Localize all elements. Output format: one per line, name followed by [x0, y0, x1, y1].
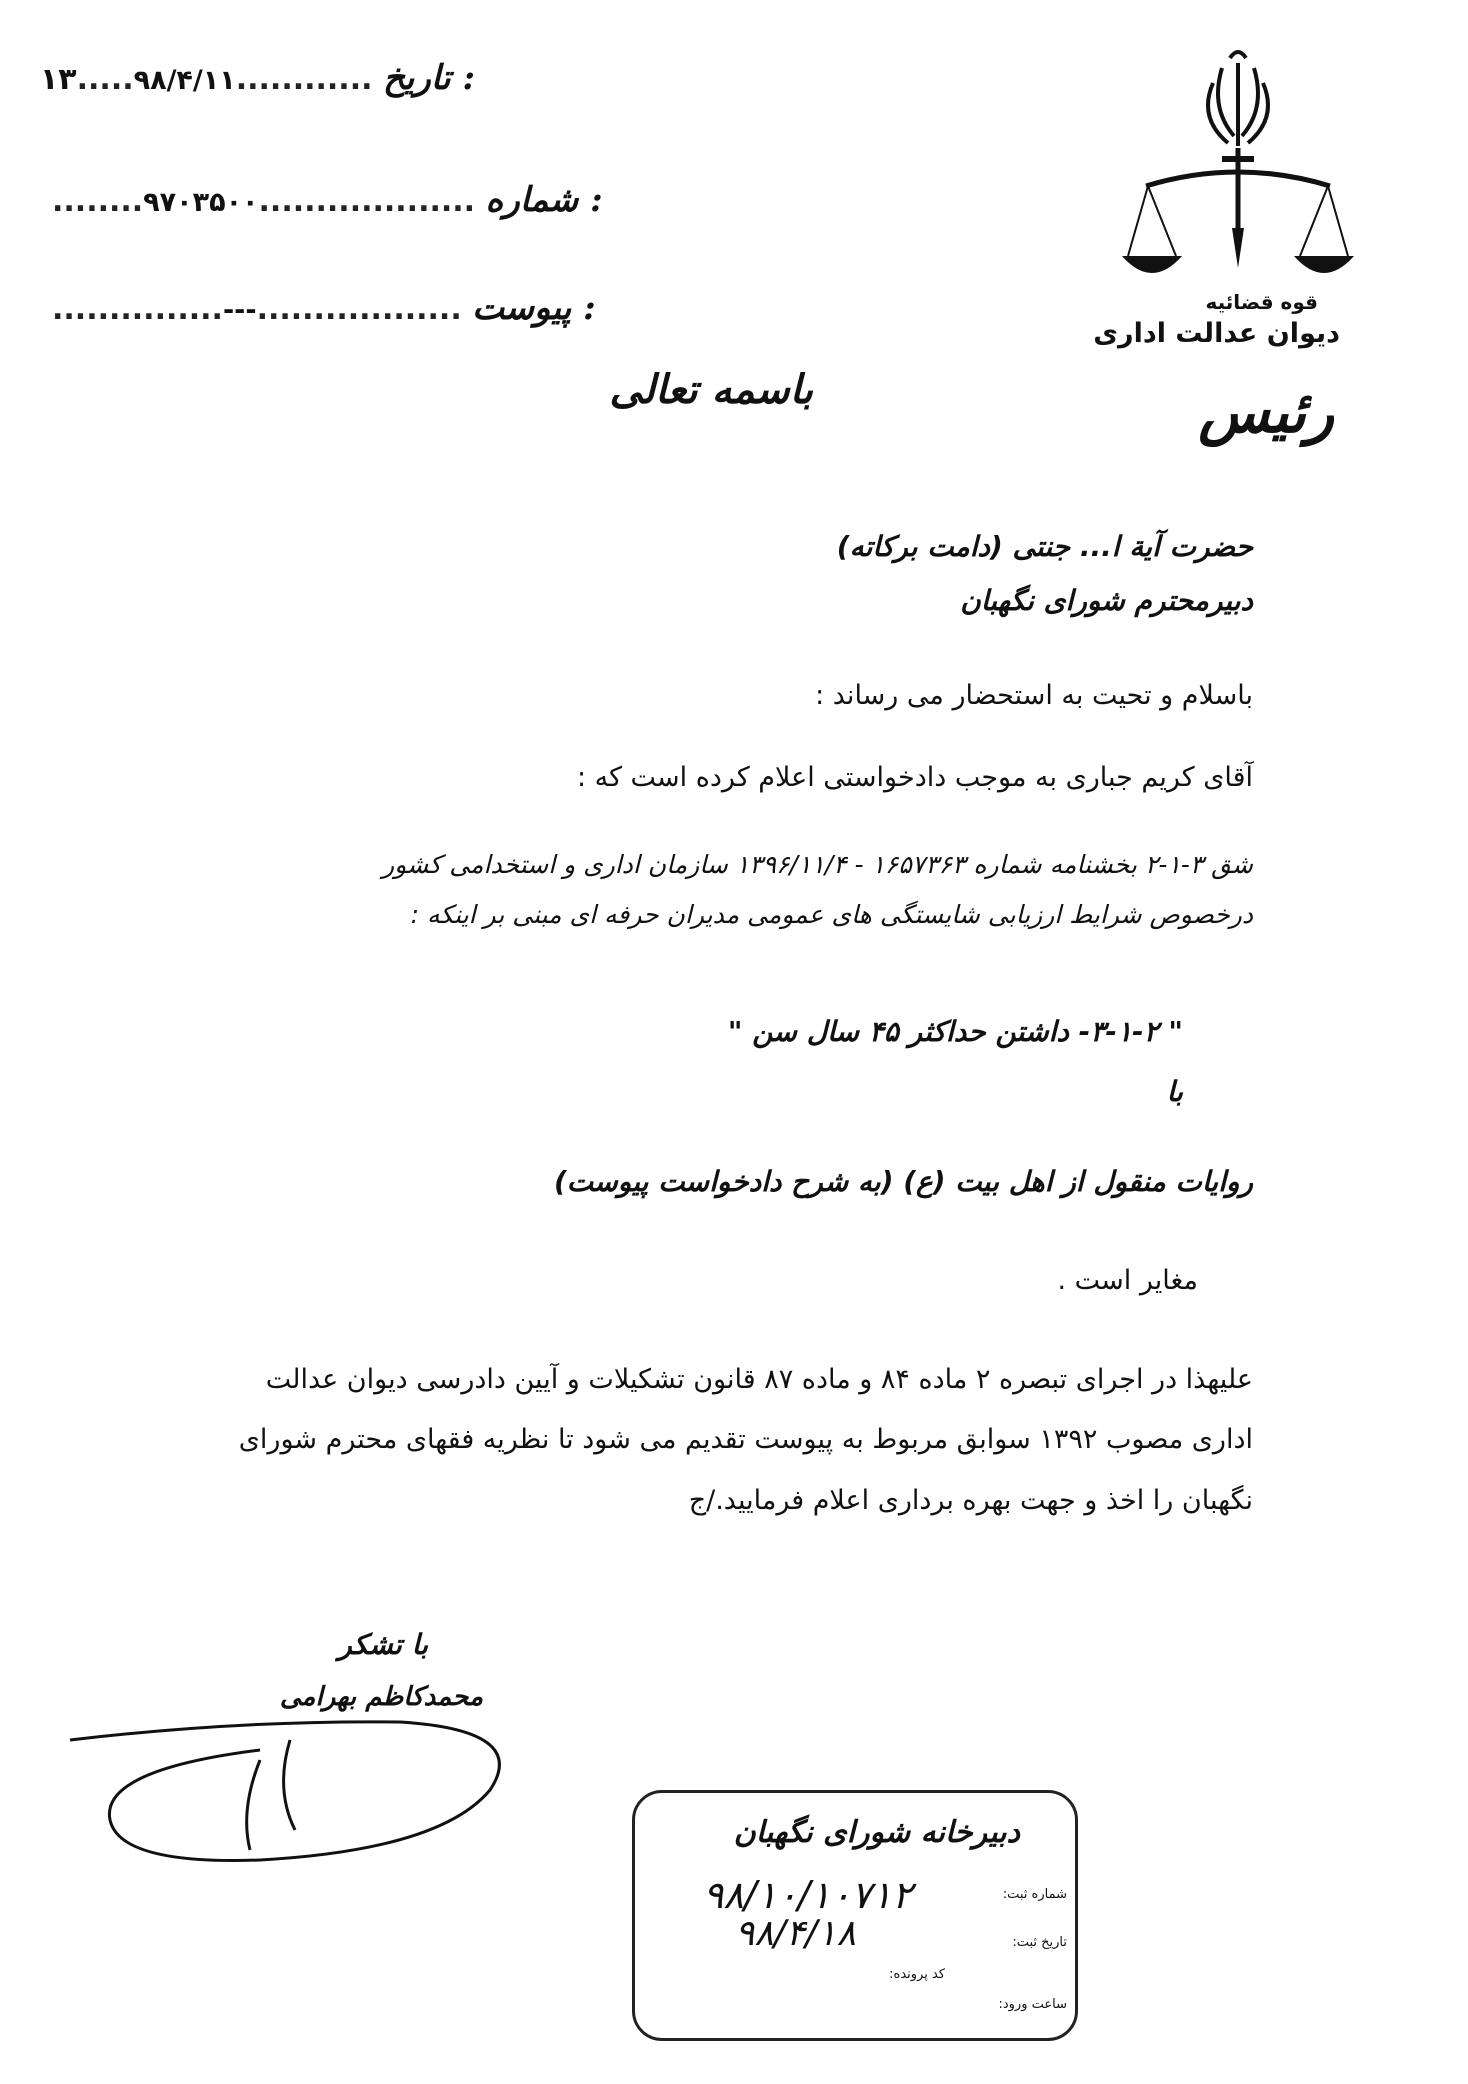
signature-scribble: [60, 1700, 530, 1880]
date-line: ۱۳.....۹۸/۴/۱۱............ تاریخ :: [40, 58, 475, 98]
head-title: رئیس: [1198, 378, 1334, 446]
stamp-title: دبیرخانه شورای نگهبان: [733, 1815, 1020, 1850]
contrary: مغایر است .: [1057, 1265, 1198, 1296]
stamp-entry-time-label: ساعت ورود:: [998, 1997, 1067, 2012]
stamp-reg-number-value: ۹۸/۱۰/۱۰۷۱۲: [703, 1873, 913, 1917]
conclusion-line-3: نگهبان را اخذ و جهت بهره برداری اعلام فرمایید./ج: [688, 1485, 1253, 1516]
attachment-line: ...............---.................. پیوست :: [52, 288, 596, 328]
with-word: با: [1166, 1075, 1183, 1108]
stamp-file-code-label: کد پرونده:: [889, 1967, 945, 1982]
clause-line-2: درخصوص شرایط ارزیابی شایستگی های عمومی مدیران حرفه ای مبنی بر اینکه :: [410, 900, 1253, 929]
conclusion-line-1: علیهذا در اجرای تبصره ۲ ماده ۸۴ و ماده ۸۷ قانون تشکیلات و آیین دادرسی دیوان عدالت: [265, 1364, 1253, 1395]
date-label: تاریخ :: [382, 58, 475, 98]
judiciary-label: قوه قضائیه: [1205, 290, 1318, 314]
recipient-line-2: دبیرمحترم شورای نگهبان: [960, 584, 1253, 617]
registry-stamp: [632, 1790, 1078, 2041]
justice-scales-icon: [1118, 28, 1358, 288]
clause-line-1: شق ۳-۱-۲ بخشنامه شماره ۱۶۵۷۳۶۳ - ۱۳۹۶/۱۱/۴ سازمان اداری و استخدامی کشور: [382, 850, 1253, 879]
date-value: ۹۸/۴/۱۱: [133, 65, 236, 96]
greeting: باسلام و تحیت به استحضار می رساند :: [815, 680, 1253, 711]
conclusion-line-2: اداری مصوب ۱۳۹۲ سوابق مربوط به پیوست تقدیم می شود تا نظریه فقهای محترم شورای: [238, 1424, 1253, 1455]
emblem: [1118, 28, 1358, 288]
invocation: باسمه تعالی: [609, 366, 813, 413]
number-line: ........۹۷۰۳۵۰۰................... شماره :: [52, 180, 603, 220]
narrations: روایات منقول از اهل بیت (ع) (به شرح دادخواست پیوست): [553, 1165, 1253, 1198]
closing: با تشکر: [338, 1628, 428, 1661]
signatory-name: محمدکاظم بهرامی: [279, 1682, 483, 1712]
date-year-prefix: ۱۳: [40, 62, 77, 97]
quote: " ۳-۱-۲- داشتن حداکثر ۴۵ سال سن ": [727, 1015, 1183, 1048]
number-value: ۹۷۰۳۵۰۰: [143, 187, 259, 218]
stamp-reg-number-label: شماره ثبت:: [1002, 1887, 1067, 1902]
recipient-line-1: حضرت آیة ا... جنتی (دامت برکاته): [836, 530, 1253, 563]
stamp-reg-date-value: ۹۸/۴/۱۸: [735, 1913, 856, 1954]
attachment-value: ---: [222, 295, 257, 326]
intro: آقای کریم جباری به موجب دادخواستی اعلام کرده است که :: [576, 762, 1253, 793]
attachment-label: پیوست :: [472, 288, 596, 328]
number-label: شماره :: [485, 180, 603, 220]
stamp-reg-date-label: تاریخ ثبت:: [1012, 1935, 1067, 1950]
court-name: دیوان عدالت اداری: [1093, 318, 1340, 349]
